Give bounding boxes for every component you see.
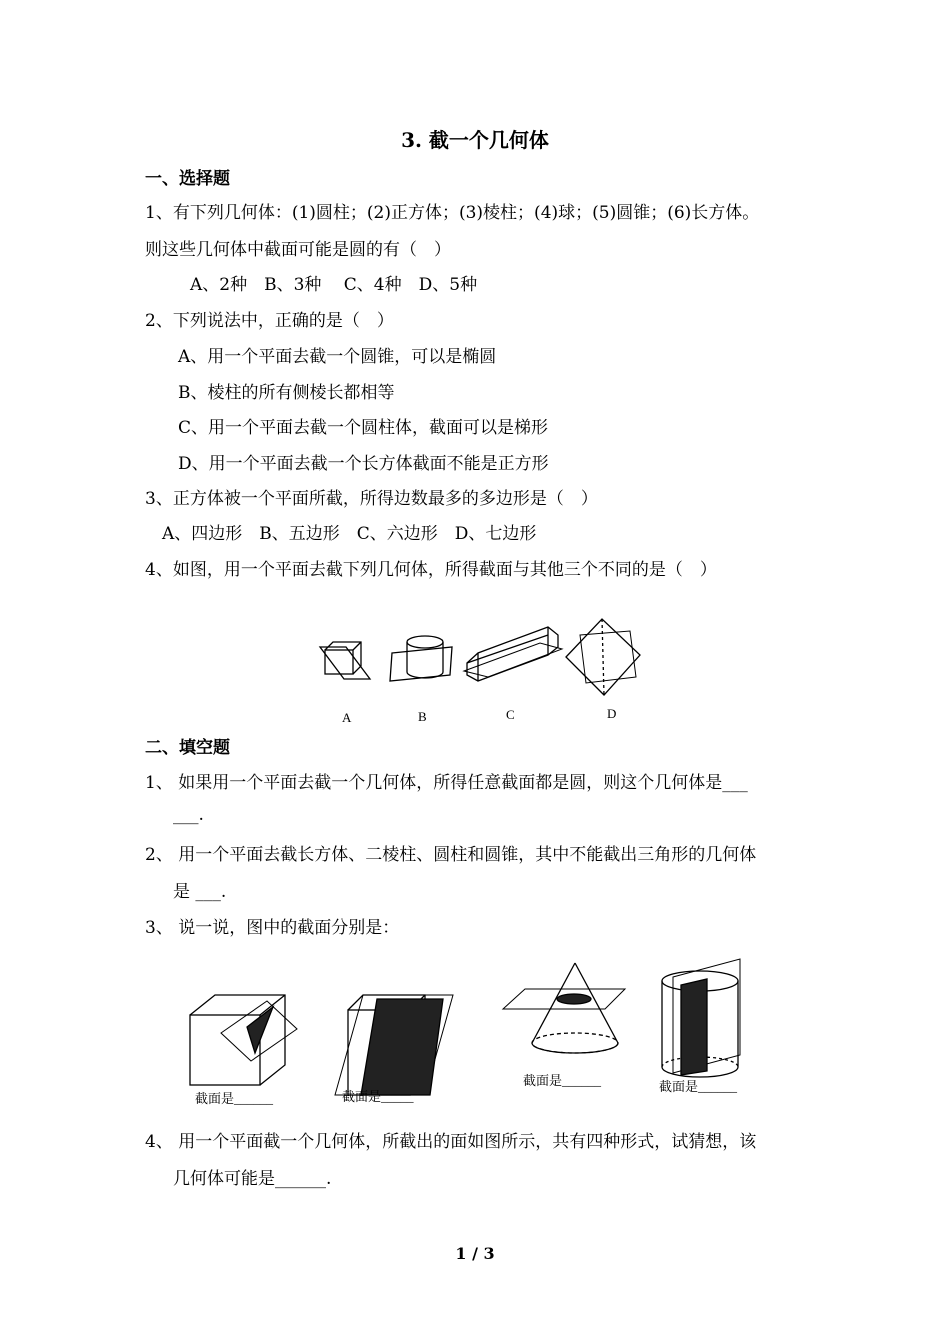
fill-question-4-line1: 4、 用一个平面截一个几何体，所截出的面如图所示，共有四种形式，试猜想，该 xyxy=(145,1132,757,1152)
fill-question-3-stem: 3、 说一说，图中的截面分别是： xyxy=(145,918,400,938)
question-1-options: A、2种 B、3种 C、4种 D、5种 xyxy=(190,275,478,295)
question-3-stem: 3、正方体被一个平面所截，所得边数最多的多边形是（ ） xyxy=(145,489,598,509)
section-heading-fill: 二、填空题 xyxy=(145,738,230,758)
figure-a-cube xyxy=(320,642,370,679)
section-figure-cone xyxy=(503,963,625,1053)
figure-label-d: D xyxy=(607,706,617,721)
question-1-line2: 则这些几何体中截面可能是圆的有（ ） xyxy=(145,240,451,260)
cross-sections-figure xyxy=(185,955,765,1115)
question-3-options: A、四边形 B、五边形 C、六边形 D、七边形 xyxy=(162,524,537,544)
fill-question-2-line1: 2、 用一个平面去截长方体、二棱柱、圆柱和圆锥，其中不能截出三角形的几何体 xyxy=(145,845,757,865)
solids-figure xyxy=(300,605,660,730)
page-title: 3. 截一个几何体 xyxy=(401,128,549,152)
figure-d-tilted-cube xyxy=(566,619,640,695)
figure-label-b: B xyxy=(418,709,427,724)
question-2-option-c: C、用一个平面去截一个圆柱体，截面可以是梯形 xyxy=(178,418,549,438)
section-heading-choice: 一、选择题 xyxy=(145,169,230,189)
fill-question-2-line2: 是 ___. xyxy=(173,882,227,902)
question-2-option-a: A、用一个平面去截一个圆锥，可以是椭圆 xyxy=(178,347,497,367)
page-number: 1 / 3 xyxy=(455,1244,495,1263)
figure-label-c: C xyxy=(506,707,515,722)
section-figure-prism xyxy=(335,995,453,1095)
question-2-stem: 2、下列说法中，正确的是（ ） xyxy=(145,311,394,331)
figure-c-prism xyxy=(464,627,562,681)
section-figure-cube xyxy=(190,995,297,1085)
figure-label-a: A xyxy=(342,710,352,725)
caption-prism: 截面是_____ xyxy=(342,1089,414,1104)
caption-cone: 截面是______ xyxy=(523,1073,602,1088)
figure-b-cylinder xyxy=(390,636,452,681)
caption-cube: 截面是______ xyxy=(195,1091,274,1106)
fill-question-4-line2: 几何体可能是______. xyxy=(173,1169,332,1189)
question-2-option-b: B、棱柱的所有侧棱长都相等 xyxy=(178,383,395,403)
question-2-option-d: D、用一个平面去截一个长方体截面不能是正方形 xyxy=(178,454,549,474)
section-figure-cylinder xyxy=(662,959,740,1077)
fill-question-1-line1: 1、 如果用一个平面去截一个几何体，所得任意截面都是圆，则这个几何体是___ xyxy=(145,773,748,793)
caption-cylinder: 截面是______ xyxy=(659,1079,738,1094)
fill-question-1-line2: ___. xyxy=(173,805,204,825)
question-1-line1: 1、有下列几何体：(1)圆柱；(2)正方体；(3)棱柱；(4)球；(5)圆锥；(6)长方体。 xyxy=(145,203,760,223)
question-4-stem: 4、如图，用一个平面去截下列几何体，所得截面与其他三个不同的是（ ） xyxy=(145,560,717,580)
